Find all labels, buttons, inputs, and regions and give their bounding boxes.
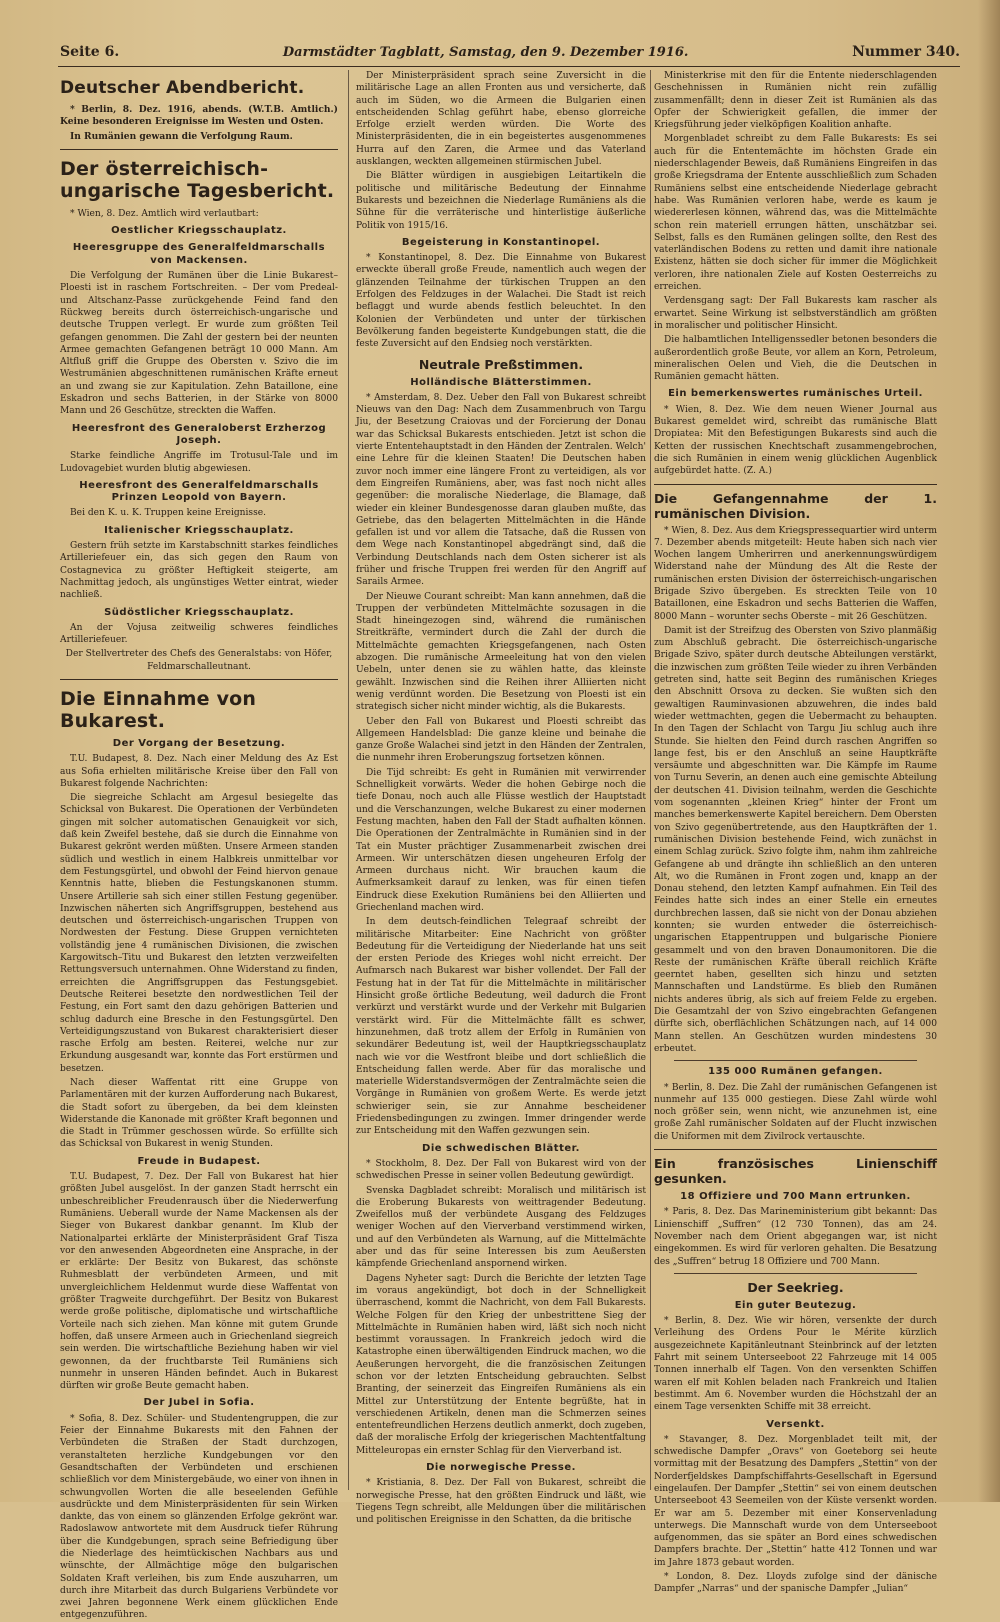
column-1: [60, 70, 338, 1621]
article-text: An der Vojusa zeitweilig schweres feindliches Artilleriefeuer.: [60, 622, 338, 646]
page-number: Seite 6.: [60, 44, 120, 60]
column-2: [356, 70, 646, 1526]
subheading: Die norwegische Presse.: [426, 1462, 576, 1474]
newspaper-title-date: Darmstädter Tagblatt, Samstag, den 9. Dezember 1916.: [282, 45, 689, 60]
article-text: * Kristiania, 8. Dez. Der Fall von Bukarest, schreibt die norwegische Presse, hat den größten Eindruck und läßt, wie Tiegens Tegn schreibt, alle Meldungen über die militärischen und politischen Ereignisse in den Schatten, da die britische: [356, 1478, 646, 1526]
headline-abendbericht: Deutscher Abendbericht.: [60, 78, 305, 98]
section-rule: [654, 484, 937, 485]
article-text: Gestern früh setzte im Karstabschnitt starkes feindliches Artilleriefeuer ein, das sich gegen den Raum von Costagnevica zu größter Heftigkeit steigerte, am Nachmittag jedoch, als ungünstiges Wetter eintrat, wieder nachließ.: [60, 541, 338, 601]
signature-line: Der Stellvertreter des Chefs des Generalstabs: von Höfer, Feldmarschalleutnant.: [65, 649, 333, 672]
headline-linienschiff: Ein französisches Linienschiff gesunken.: [654, 1156, 937, 1187]
subheading: Holländische Blätterstimmen.: [410, 376, 592, 388]
column-divider: [650, 70, 651, 1490]
article-text: Die Tijd schreibt: Es geht in Rumänien mit verwirrender Schnelligkeit vorwärts. Weder die hohen Gebirge noch die tiefe Donau, noch auch alle Flüsse westlich der Hauptstadt und die Verschanzungen, welche Bukarest zu einer modernen Festung machten, haben den Fall der Stadt aufhalten können. Die Operationen der Zentralmächte in Rumänien sind in der Tat ein Muster prächtiger Zusammenarbeit zwischen drei Armeen. Wir unterschätzen diesen ungeheuren Erfolg der Armeen durchaus nicht. Wir brauchen kaum die Aufmerksamkeit darauf zu lenken, was für einen tiefen Eindruck diese Exekution Rumäniens bei den Alliierten und Griechenland machen wird.: [356, 767, 646, 913]
subheading: Italienischer Kriegsschauplatz.: [104, 524, 294, 536]
article-text: In dem deutsch-feindlichen Telegraaf schreibt der militärische Mitarbeiter: Eine Nachricht von größter Bedeutung für die Verteidigung der Niederlande hat uns seit der ersten Periode des Krieges wohl nicht erreicht. Der Aufmarsch nach Bukarest war bisher vollendet. Der Fall der Festung hat in der Tat für die Mittelmächte in militärischer Hinsicht große örtliche Bedeutung, weil dadurch die Front verkürzt und verstärkt wurde und der Verkehr mit Bulgarien verstärkt wird. Für die Mittelmächte fällt es schwer, hinzunehmen, daß trotz allem der Erfolg in Rumänien von sekundärer Bedeutung ist, weil der Hauptkriegsschauplatz nach wie vor die Westfront bleibe und dort schließlich die Entscheidung fallen werde. Aber für das moralische und materielle Widerstandsvermögen der Zentralmächte seien die Vorgänge in Rumänien von großem Werte. Es werde jetzt schwieriger sein, sie zur Annahme bescheidener Friedensbedingungen zu zwingen. Immer dringender werde zur Entscheidung mit den Waffen gezwungen sein.: [356, 917, 646, 1137]
article-text: * Sofia, 8. Dez. Schüler- und Studentengruppen, die zur Feier der Einnahme Bukarests mit den Fahnen der Verbündeten die Straßen der Stadt durchzogen, veranstalteten herzliche Kundgebungen vor den Gesandtschaften der Verbündeten und erschienen schließlich vor dem Ministergebäude, wo einer von ihnen in schwungvollen Worten die alle beseelenden Gefühle ausdrückte und dem Ministerpräsidenten für sein Wirken dankte, das von einem so glänzenden Erfolge gekrönt war. Radoslawow antwortete mit dem Ausdruck tiefer Rührung über die Kundgebungen, sprach seine Befriedigung über die Niederlage des heimtückischen Nachbars aus und wünschte, der Allmächtige möge den bulgarischen Soldaten Kraft verleihen, bis zum Ende auszuharren, um durch ihre Mitarbeit das durch Bulgariens Verbündete vor zwei Jahren begonnene Werk einem glücklichen Ende entgegenzuführen.: [60, 1413, 338, 1621]
article-text: T.U. Budapest, 7. Dez. Der Fall von Bukarest hat hier größten Jubel ausgelöst. In der ganzen Stadt herrscht ein unbeschreiblicher Freudenrausch über die Niederwerfung Rumäniens. Ueberall wurde der Name Mackensen als der Sieger von Bukarest dankbar genannt. Im Klub der Nationalpartei erklärte der Ministerpräsident Graf Tisza vor den anwesenden Abgeordneten eine Ansprache, in der er erklärte: Der Besitz von Bukarest, das schönste Ruhmesblatt der verbündeten Armeen, und mit unvergleichlichem Heldenmut wurde diese Waffentat von größter Tragweite durchgeführt. Der Besitz von Bukarest werde große politische, diplomatische und wirtschaftliche Vorteile nach sich ziehen. Man könne mit gutem Grunde hoffen, daß unsere Armeen auch in Griechenland siegreich sein werden. Die wirtschaftliche Beziehung haben wir viel gewonnen, da der fruchtbarste Teil Rumäniens sich nunmehr in unseren Händen befindet. Auch in Bukarest dürften wir große Beute gemacht haben.: [60, 1172, 338, 1392]
article-text: Verdensgang sagt: Der Fall Bukarests kam rascher als erwartet. Seine Wirkung ist selbstverständlich am größten in moralischer und politischer Hinsicht.: [654, 296, 937, 331]
article-text: Die siegreiche Schlacht am Argesul besiegelte das Schicksal von Bukarest. Die Operationen der Verbündeten gingen mit solcher automatischen Genauigkeit vor sich, daß kein Zweifel bestehe, daß sie durch die Einnahme von Bukarest gekrönt werden müßten. Unsere Armeen standen südlich und westlich in einem Halbkreis unmittelbar vor dem Festungsgürtel, und obwohl der Feind hiervon genaue Kenntnis hatte, blieben die Festungskanonen stumm. Unsere Artillerie sah sich einer stillen Festung gegenüber. Inzwischen näherten sich Angriffsgruppen, bestehend aus deutschen und österreichisch-ungarischen Truppen von Nordwesten der Festung. Diese Gruppen vernichteten vollständig jene 4 rumänischen Divisionen, die zwischen Kargowitsch–Titu und Bukarest den letzten verzweifelten Rettungsversuch unternahmen. Ohne Widerstand zu finden, erreichten die Angriffsgruppen das Festungsgebiet. Deutsche Reiterei besetzte den nordwestlichen Teil der Festung, ein Fort samt den dazu gehörigen Batterien und schlug dadurch eine Bresche in den Festungsgürtel. Den Verteidigungszustand von Bukarest charakterisiert dieser rasche Erfolg am besten. Reiterei, welche nur zur Erkundung ausgesandt war, konnte das Fort erstürmen und besetzen.: [60, 793, 338, 1074]
subheading: Die schwedischen Blätter.: [422, 1142, 580, 1154]
article-text: * Stavanger, 8. Dez. Morgenbladet teilt mit, der schwedische Dampfer „Oravs“ von Goeteborg sei heute vormittag mit der Besatzung des Dampfers „Stettin“ von der Norderfjeldskes Dampfschiffahrts-Gesellschaft in Egersund eingelaufen. Der Dampfer „Stettin“ sei von einem deutschen Unterseeboot 43 Seemeilen von der Küste versenkt worden. Er war am 5. Dezember mit einer Konservenladung unterwegs. Die Mannschaft wurde von dem Unterseeboot aufgenommen, das sie später an Bord eines schwedischen Dampfers brachte. Der „Stettin“ hatte 412 Tonnen und war im Jahre 1873 gebaut worden.: [654, 1434, 937, 1568]
subheading: Begeisterung in Konstantinopel.: [401, 236, 601, 248]
masthead-rule: [58, 66, 960, 67]
column-3: [654, 70, 937, 1595]
section-rule: [674, 1273, 917, 1274]
article-text: * Wien, 8. Dez. Wie dem neuen Wiener Journal aus Bukarest gemeldet wird, schreibt das rumänische Blatt Dropiatea: Mit den Befestigungen Bukarests sind auch die Ketten der russischen Knechtschaft zusammengebrochen, die sich Rumänien in einem wenig glücklichen Augenblick aufgebürdet hatte. (Z. A.): [654, 404, 937, 477]
article-text: Bei den K. u. K. Truppen keine Ereignisse.: [70, 508, 267, 519]
subheading: 135 000 Rumänen gefangen.: [708, 1066, 883, 1078]
article-text: * Wien, 8. Dez. Amtlich wird verlautbart:: [70, 208, 259, 219]
article-text: Dagens Nyheter sagt: Durch die Berichte der letzten Tage im voraus angekündigt, bot doch in der Schnelligkeit überraschend, kommt die Nachricht, von dem Fall Bukarests. Welche Folgen für den Krieg der unbestrittene Sieg der Mittelmächte in Rumänien haben wird, läßt sich noch nicht bestimmt voraussagen. In Frankreich jedoch wird die Katastrophe einen überwältigenden Eindruck machen, wo die Aeußerungen hervorgeht, die die französischen Zeitungen schon vor der letzten Entscheidung gebrauchten. Selbst Branting, der seinerzeit das Eingreifen Rumäniens als ein Mittel zur Unterstützung der Entente begrüßte, hat in verschiedenen Artikeln, denen man die Schmerzen seines ententefreundlichen Herzens deutlich anmerkt, doch zugeben, daß der moralische Erfolg der kriegerischen Machtentfaltung Mitteleuropas ein ernster Schlag für den Vierverband ist.: [356, 1273, 646, 1456]
subheading: Südöstlicher Kriegsschauplatz.: [104, 606, 294, 618]
subheading: Der Vorgang der Besetzung.: [112, 737, 286, 749]
article-text: * Paris, 8. Dez. Das Marineministerium gibt bekannt: Das Linienschiff „Suffren“ (12 730 Tonnen), das am 24. November nach dem Orient abgegangen war, ist nicht eingekommen. Es wird für verloren gehalten. Die Besatzung des „Suffren“ betrug 18 Offiziere und 700 Mann.: [654, 1207, 937, 1267]
article-text: Die Verfolgung der Rumänen über die Linie Bukarest–Ploesti ist in raschem Fortschreiten. – Der vom Predeal- und Altschanz-Passe zurückgehende Feind fand den Rückweg bereits durch österreichisch-ungarische und deutsche Truppen verlegt. Er wurde zum größten Teil gefangen genommen. Die Zahl der gestern bei der neunten Armee gemachten Gefangenen beträgt 10 000 Mann. Am Altfluß griff die Gruppe des Obersten v. Szivo die im Westrumänien abgeschnittenen rumänischen Kräfte erneut an und zwang sie zur Kapitulation. Zehn Bataillone, eine Eskadron und sechs Batterien, in der Stärke von 8000 Mann und 26 Geschütze, streckten die Waffen.: [60, 271, 338, 417]
article-text: T.U. Budapest, 8. Dez. Nach einer Meldung des Az Est aus Sofia erhielten militärische Kreise über den Fall von Bukarest folgende Nachrichten:: [60, 754, 338, 789]
masthead: [60, 44, 960, 64]
article-text: Damit ist der Streifzug des Obersten von Szivo planmäßig zum Abschluß gebracht. Die österreichisch-ungarische Brigade Szivo, später durch deutsche Abteilungen verstärkt, die inzwischen zum größten Teile wieder zu ihren Verbänden getreten sind, hatte seit Beginn des rumänischen Krieges den Abschnitt Orsova zu decken. Sie wußten sich den gewaltigen Rauminvasionen abzuwehren, die indes bald wieder wettmachten, gegen die Uebermacht zu behaupten. In den Tagen der Schlacht von Targu Jiu schlug auch ihre Stunde. Sie hielten den Feind durch raschen Angriffen so lange fest, bis er den Anschluß an seine Hauptkräfte versäumte und abgeschnitten war. Die Kämpfe im Raume von Turnu Severin, an denen auch eine gemischte Abteilung der deutschen 41. Division teilnahm, werden die Geschichte vom sogenannten „kleinen Krieg“ hinter der Front um manches bemerkenswerte Kapitel bereichern. Dem Obersten von Szivo gegenübertretende, aus den Hauptkräften der 1. rumänischen Division bestehende Feind, wich zunächst in einem Schlag zurück. Szivo folgte ihm, nahm ihm zahlreiche Gefangene ab und drängte ihn schließlich an den unteren Alt, wo die Rumänen in Front zogen und, knapp an der Donau stehend, den letzten Kampf aufnahmen. Ein Teil des Feindes hatte sich indes an einer Stelle ein erneutes durchbrechen lassen, daß sie nicht von der Donau abziehen konnten; sie wurden entweder die österreichisch-ungarischen Etappentruppen und bulgarische Pioniere gesammelt und von den braven Donaumonitoren. Die die Reste der rumänischen Kräfte überall reichlich Kräfte geerntet haben, gesellten sich hinzu und setzten Mannschaften und Landstürme. Es blieb den Rumänen nichts anderes übrig, als sich auf freiem Felde zu ergeben. Die Gesamtzahl der von Szivo eingebrachten Gefangenen dürfte sich, oberflächlichen Schätzungen nach, auf 14 000 Mann stellen. An Geschützen wurden mindestens 30 erbeutet.: [654, 625, 937, 1054]
subheading: Versenkt.: [766, 1418, 825, 1430]
page-edge-shadow: [978, 0, 1000, 1502]
article-text: Nach dieser Waffentat ritt eine Gruppe von Parlamentären mit der kurzen Aufforderung nach Bukarest, die Stadt sofort zu übergeben, da bei dem kleinsten Widerstande die Kanonade mit größter Kraft begonnen und die Stadt in Trümmer geschossen würde. So erfüllte sich das Schicksal von Bukarest in wenig Stunden.: [60, 1078, 338, 1150]
article-text: * Amsterdam, 8. Dez. Ueber den Fall von Bukarest schreibt Nieuws van den Dag: Nach dem Zusammenbruch von Targu Jiu, der Besetzung Craiovas und der Forcierung der Donau war das Schicksal Bukarests entschieden. Jetzt ist schon die vierte Ententehauptstadt in den Händen der Zentralen. Welch' eine Lehre für die kleinen Staaten! Die Deutschen haben zuvor noch immer eine längere Front zu verteidigen, als vor dem Eingreifen Rumäniens, aber, was fast noch nicht alles gegenüber: die moralische Niederlage, die Blamage, daß wieder ein kleiner Bundesgenosse daran glauben mußte, das Getriebe, das den belagerten Mittelmächten in die Hände gefallen ist und vor allem die Tatsache, daß die Russen von dem Wege nach Konstantinopel abgedrängt sind, daß die Verbindung Deutschlands nach dem Osten sicherer ist als früher und frische Truppen frei werden für den Angriff auf Sarails Armee.: [356, 392, 646, 588]
article-text: * Berlin, 8. Dez. Die Zahl der rumänischen Gefangenen ist nunmehr auf 135 000 gestiegen. Diese Zahl würde wohl noch größer sein, wenn nicht, wie anzunehmen ist, eine große Zahl rumänischer Soldaten auf der Flucht inzwischen die Uniformen mit dem Zivilrock vertauschte.: [654, 1082, 937, 1142]
article-text: Der Nieuwe Courant schreibt: Man kann annehmen, daß die Truppen der verbündeten Mittelmächte sozusagen in die Stadt hineingezogen sind, während die rumänischen Streitkräfte, vermindert durch die Zahl der durch die Mittelmächte gemachten Kriegsgefangenen, nach Osten abzogen. Die rumänische Armeeleitung hat von den vielen Uebeln, unter denen sie zu wählen hatte, das kleinste gewählt. Inzwischen sind die Reihen ihrer Alliierten nicht wenig verdünnt worden. Die Besetzung von Ploesti ist ein strategisch sicher nicht minder wichtig, als die Bukarests.: [356, 591, 646, 713]
headline-tagesbericht: Der österreichisch-ungarische Tagesbericht.: [60, 157, 335, 202]
section-rule: [60, 149, 338, 150]
headline-neutrale: Neutrale Preßstimmen.: [418, 356, 584, 372]
subheading: Ein guter Beutezug.: [734, 1299, 857, 1311]
article-text: * Berlin, 8. Dez. Wie wir hören, versenkte der durch Verleihung des Ordens Pour le Mérite kürzlich ausgezeichnete Kapitänleutnant Steinbrinck auf der letzten Fahrt mit seinem Unterseeboot 22 Fahrzeuge mit 14 005 Tonnen innerhalb elf Tagen. Von den versenkten Schiffen waren elf mit Kohlen beladen nach Frankreich und Italien bestimmt. Am 6. November wurden die Höchstzahl der an einem Tage versenkten Schiffe mit 38 erreicht.: [654, 1316, 937, 1413]
article-text: Ueber den Fall von Bukarest und Ploesti schreibt das Allgemeen Handelsblad: Die ganze kleine und beinahe die ganze Große Walachei sind jetzt in den Händen der Zentralen, die nunmehr ihren Eroberungszug fortsetzen können.: [356, 716, 646, 764]
section-rule: [654, 1149, 937, 1150]
article-text: Morgenbladet schreibt zu dem Falle Bukarests: Es sei auch für die Ententemächte im höchsten Grade ein niederschlagender Beweis, daß Rumäniens Eingreifen in das große Kriegsdrama der Entente ausschließlich zum Schaden Rumäniens selbst eine entscheidende Niederlage gebracht habe. Was Rumänien verloren habe, werde es kaum je wiedererlesen können, während das, was die Mittelmächte schon rein materiell errungen hätten, unschätzbar sei. Selbst, falls es den Rumänen gelingen sollte, den Rest des vaterländischen Bodens zu retten und damit ihre nationale Existenz, hätten sie doch sicher für immer die Möglichkeit verloren, ihre nationalen Ziele auf Kosten Oesterreichs zu erreichen.: [654, 134, 937, 293]
headline-seekrieg: Der Seekrieg.: [747, 1279, 844, 1295]
article-text: * Wien, 8. Dez. Aus dem Kriegspressequartier wird unterm 7. Dezember abends mitgeteilt: Heute haben sich nach vier Wochen langem Umherirren und anerkennungswürdigem Widerstand nahe der Mündung des Alt die Reste der rumänischen ersten Division der österreichisch-ungarischen Brigade Szivo übergeben. Es streckten Teile von 10 Bataillonen, eine Eskadron und sechs Batterien die Waffen, 8000 Mann – worunter sechs Oberste – mit 26 Geschützen.: [654, 525, 937, 622]
article-text: Der Ministerpräsident sprach seine Zuversicht in die militärische Lage an allen Fronten aus und versicherte, daß auch im Süden, wo die Armeen die Bulgarien einen entscheidenden Schlag geführt habe, ebenso glorreiche Erfolge erzielt werden würden. Die Worte des Ministerpräsidenten, die in ein begeistertes ausgenommenes Hurra auf den Zaren, die Armee und das Vaterland ausklangen, weckten allgemeinen stürmischen Jubel.: [356, 71, 646, 168]
article-text: Starke feindliche Angriffe im Trotusul-Tale und im Ludovagebiet wurden blutig abgewiesen.: [60, 451, 338, 474]
subheading: Heeresfront des Generaloberst Erzherzog Joseph.: [71, 422, 327, 446]
subheading: Heeresfront des Generalfeldmarschalls Prinzen Leopold von Bayern.: [79, 479, 319, 504]
subheading: Der Jubel in Sofia.: [143, 1397, 255, 1409]
article-text: Die halbamtlichen Intelligenssedler betonen besonders die außerordentlich große Beute, vor allem an Korn, Petroleum, mineralischen Oelen und Vieh, die die Deutschen in Rumänien gemacht hätten.: [654, 335, 937, 383]
article-text: * Berlin, 8. Dez. 1916, abends. (W.T.B. Amtlich.) Keine besonderen Ereignisse im Westen und Osten.: [60, 104, 338, 128]
section-rule: [60, 679, 338, 680]
column-divider: [348, 70, 349, 1490]
article-text: * Konstantinopel, 8. Dez. Die Einnahme von Bukarest erweckte überall große Freude, namentlich auch wegen der glänzenden Teilnahme der türkischen Truppen an den Erfolgen des Feldzuges in der Walachei. Die Stadt ist reich beflaggt und wurde abends festlich beleuchtet. In den Kolonien der Verbündeten und unter der türkischen Bevölkerung fanden begeisterte Kundgebungen statt, die die feste Zuversicht auf den Endsieg noch verstärkten.: [356, 253, 646, 350]
subheading: Freude in Budapest.: [137, 1155, 261, 1167]
headline-bukarest: Die Einnahme von Bukarest.: [60, 687, 257, 732]
article-text: * London, 8. Dez. Lloyds zufolge sind der dänische Dampfer „Narras“ und der spanische Dampfer „Julian“: [654, 1572, 937, 1595]
article-text: Die Blätter würdigen in ausgiebigen Leitartikeln die politische und militärische Bedeutung der Einnahme Bukarests und bezeichnen die Niederlage Rumäniens als die Sühne für die verräterische und hinterlistige äußerliche Politik von 1915/16.: [356, 171, 646, 231]
issue-number: Nummer 340.: [852, 44, 960, 60]
headline-gefangennahme: Die Gefangennahme der 1. rumänischen Division.: [654, 490, 937, 521]
subheading: 18 Offiziere und 700 Mann ertrunken.: [680, 1191, 911, 1203]
article-text: In Rumänien gewann die Verfolgung Raum.: [70, 130, 293, 142]
article-text: Svenska Dagbladet schreibt: Moralisch und militärisch ist die Eroberung Bukarests von weittragender Bedeutung. Zweifellos muß der verbündete Ausgang des Feldzuges weniger Wochen auf den Vierverband verstimmend wirken, und auf den Verbündeten als Warnung, auf die Mittelmächte aber und das für seine Interessen bis zum Aeußersten kämpfende Griechenland anspornend wirken.: [356, 1185, 646, 1270]
subheading: Ein bemerkenswertes rumänisches Urteil.: [668, 388, 923, 400]
article-text: Ministerkrise mit den für die Entente niederschlagenden Geschehnissen in Rumänien nicht rein zufällig zusammenfällt; denn in dieser Zeit ist Rumänien als das Opfer der Schwierigkeit gefallen, die immer der Kriegsführung jeder vielköpfigen Koalition anhafte.: [654, 71, 937, 131]
subheading: Oestlicher Kriegsschauplatz.: [111, 225, 287, 237]
subheading: Heeresgruppe des Generalfeldmarschalls von Mackensen.: [72, 242, 326, 266]
article-text: * Stockholm, 8. Dez. Der Fall von Bukarest wird von der schwedischen Presse in seiner vollen Bedeutung gewürdigt.: [356, 1158, 646, 1182]
section-rule: [674, 1060, 917, 1061]
